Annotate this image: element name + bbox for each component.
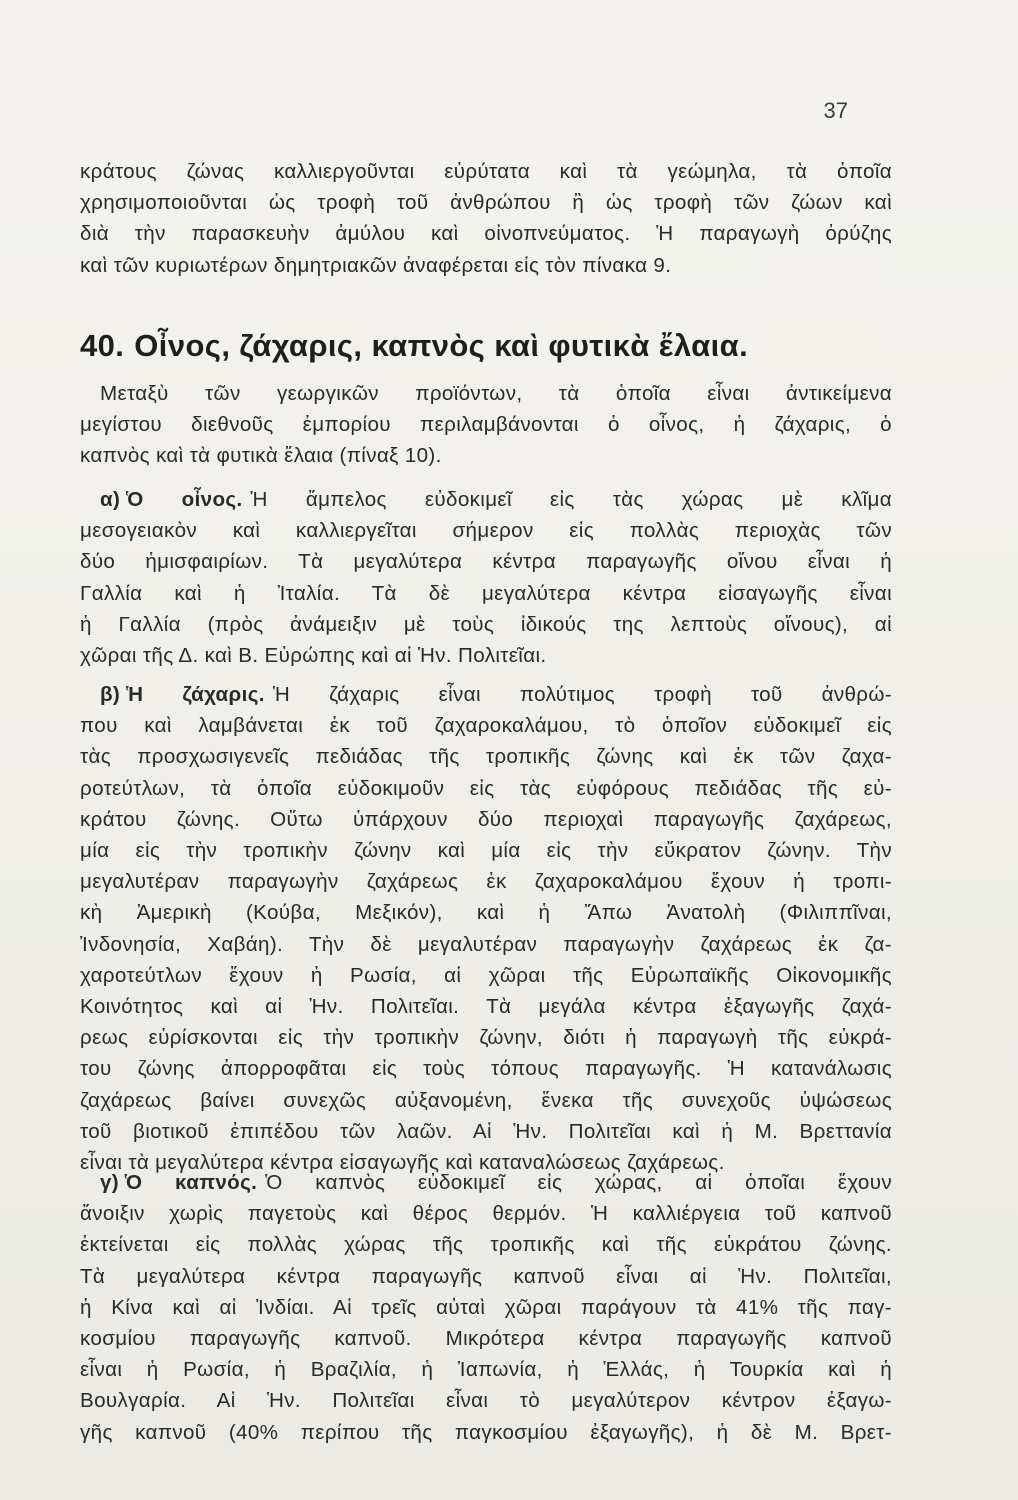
- intro-paragraph: [80, 156, 892, 281]
- subsection-label: α): [100, 488, 121, 511]
- text-line: διὰ τὴν παρασκευὴν ἀμύλου καὶ οἰνοπνεύματος. Ἡ παραγωγὴ ὀρύζης: [80, 222, 892, 246]
- text-line: που καὶ λαμβάνεται ἐκ τοῦ ζαχαροκαλάμου, τὸ ὁποῖον εὐδοκιμεῖ εἰς: [80, 714, 892, 738]
- text-line: γῆς καπνοῦ (40% περίπου τῆς παγκοσμίου ἐξαγωγῆς), ἡ δὲ Μ. Βρετ-: [80, 1420, 892, 1444]
- subsection-first-line: [80, 1167, 892, 1198]
- text-line: τὰς προσχωσιγενεῖς πεδιάδας τῆς τροπικῆς ζώνης καὶ ἐκ τῶν ζαχα-: [80, 745, 892, 769]
- text-line: δύο ἡμισφαιρίων. Τὰ μεγαλύτερα κέντρα παραγωγῆς οἴνου εἶναι ἡ: [80, 550, 892, 574]
- text-run: Ἡ ἄμπελος εὐδοκιμεῖ εἰς τὰς χώρας μὲ κλῖμα: [250, 488, 893, 511]
- text-line: μεγαλυτέραν παραγωγὴν ζαχάρεως ἐκ ζαχαροκαλάμου ἔχουν ἡ τροπι-: [80, 870, 892, 894]
- subsection-label: β): [100, 683, 121, 706]
- text-line: τοῦ βιοτικοῦ ἐπιπέδου τῶν λαῶν. Αἱ Ἡν. Πολιτεῖαι καὶ ἡ Μ. Βρεττανία: [80, 1119, 892, 1143]
- tobacco-paragraph: [80, 1167, 892, 1448]
- text-line: ροτεύτλων, τὰ ὁποῖα εὐδοκιμοῦν εἰς τὰς εὐφόρους πεδιάδας τῆς εὐ-: [80, 776, 892, 800]
- text-line: κὴ Ἀμερικὴ (Κούβα, Μεξικόν), καὶ ἡ Ἄπω Ἀνατολὴ (Φιλιππῖναι,: [80, 901, 892, 925]
- section-heading: [80, 328, 748, 364]
- text-line: του ζώνης ἀπορροφᾶται εἰς τοὺς τόπους παραγωγῆς. Ἡ κατανάλωσις: [80, 1057, 892, 1081]
- section-number: 40.: [80, 328, 125, 363]
- text-line: καὶ τῶν κυριωτέρων δημητριακῶν ἀναφέρεται εἰς τὸν πίνακα 9.: [80, 253, 672, 277]
- subsection-title: Ἡ ζάχαρις.: [126, 683, 265, 706]
- text-line: μεσογειακὸν καὶ καλλιεργεῖται σήμερον εἰς πολλὰς περιοχὰς τῶν: [80, 519, 892, 543]
- text-line: ἡ Κίνα καὶ αἱ Ἰνδίαι. Αἱ τρεῖς αὐταὶ χῶραι παράγουν τὰ 41% τῆς παγ-: [80, 1295, 892, 1319]
- text-line: Γαλλία καὶ ἡ Ἰταλία. Τὰ δὲ μεγαλύτερα κέντρα εἰσαγωγῆς εἶναι: [80, 581, 892, 605]
- text-line: ἐκτείνεται εἰς πολλὰς χώρας τῆς τροπικῆς καὶ τῆς εὐκράτου ζώνης.: [80, 1233, 892, 1257]
- text-line: καπνὸς καὶ τὰ φυτικὰ ἔλαια (πίναξ 10).: [80, 444, 442, 468]
- subsection-title: Ὁ καπνός.: [125, 1171, 258, 1194]
- subsection-first-line: [80, 484, 892, 515]
- text-line: μία εἰς τὴν τροπικὴν ζώνην καὶ μία εἰς τὴν εὔκρατον ζώνην. Τὴν: [80, 839, 892, 863]
- text-line: κοσμίου παραγωγῆς καπνοῦ. Μικρότερα κέντρα παραγωγῆς καπνοῦ: [80, 1327, 892, 1351]
- text-line: κράτου ζώνης. Οὕτω ὑπάρχουν δύο περιοχαὶ παραγωγῆς ζαχάρεως,: [80, 807, 892, 831]
- sugar-paragraph: [80, 679, 892, 1178]
- text-line: χαροτεύτλων ἔχουν ἡ Ρωσία, αἱ χῶραι τῆς Εὐρωπαϊκῆς Οἰκονομικῆς: [80, 963, 892, 987]
- text-run: Ἡ ζάχαρις εἶναι πολύτιμος τροφὴ τοῦ ἀνθρώ-: [272, 683, 892, 706]
- text-line: κράτους ζώνας καλλιεργοῦνται εὐρύτατα καὶ τὰ γεώμηλα, τὰ ὁποῖα: [80, 160, 892, 183]
- text-line: Μεταξὺ τῶν γεωργικῶν προϊόντων, τὰ ὁποῖα εἶναι ἀντικείμενα: [100, 382, 892, 405]
- subsection-label: γ): [100, 1171, 120, 1194]
- text-line: Κοινότητος καὶ αἱ Ἡν. Πολιτεῖαι. Τὰ μεγάλα κέντρα ἐξαγωγῆς ζαχά-: [80, 995, 892, 1019]
- subsection-title: Ὁ οἶνος.: [126, 488, 243, 511]
- text-line: ζαχάρεως βαίνει συνεχῶς αὐξανομένη, ἕνεκα τῆς συνεχοῦς ὑψώσεως: [80, 1088, 892, 1112]
- section-intro-paragraph: [80, 378, 892, 472]
- section-title: Οἶνος, ζάχαρις, καπνὸς καὶ φυτικὰ ἔλαια.: [134, 328, 749, 363]
- text-line: ἡ Γαλλία (πρὸς ἀνάμειξιν μὲ τοὺς ἰδικούς της λεπτοὺς οἴνους), αἱ: [80, 612, 892, 636]
- text-line: χῶραι τῆς Δ. καὶ Β. Εὐρώπης καὶ αἱ Ἡν. Πολιτεῖαι.: [80, 644, 547, 668]
- text-line: μεγίστου διεθνοῦς ἐμπορίου περιλαμβάνονται ὁ οἶνος, ἡ ζάχαρις, ὁ: [80, 413, 892, 437]
- text-line: εἶναι ἡ Ρωσία, ἡ Βραζιλία, ἡ Ἰαπωνία, ἡ Ἑλλάς, ἡ Τουρκία καὶ ἡ: [80, 1358, 892, 1382]
- page-number: 37: [823, 98, 848, 123]
- text-line: χρησιμοποιοῦνται ὡς τροφὴ τοῦ ἀνθρώπου ἢ ὡς τροφὴ τῶν ζώων καὶ: [80, 191, 892, 215]
- text-line: Βουλγαρία. Αἱ Ἡν. Πολιτεῖαι εἶναι τὸ μεγαλύτερον κέντρον ἐξαγω-: [80, 1389, 892, 1413]
- wine-paragraph: [80, 484, 892, 671]
- text-line: Τὰ μεγαλύτερα κέντρα παραγωγῆς καπνοῦ εἶναι αἱ Ἡν. Πολιτεῖαι,: [80, 1264, 892, 1288]
- text-line: Ἰνδονησία, Χαβάη). Τὴν δὲ μεγαλυτέραν παραγωγὴν ζαχάρεως ἐκ ζα-: [80, 932, 892, 956]
- text-line: ρεως εὑρίσκονται εἰς τὴν τροπικὴν ζώνην, διότι ἡ παραγωγὴ τῆς εὐκρά-: [80, 1026, 892, 1050]
- text-run: Ὁ καπνὸς εὐδοκιμεῖ εἰς χώρας, αἱ ὁποῖαι ἔχουν: [265, 1171, 892, 1194]
- text-line: εἶναι τὰ μεγαλύτερα κέντρα εἰσαγωγῆς καὶ καταναλώσεως ζαχάρεως.: [80, 1151, 725, 1175]
- subsection-first-line: [80, 679, 892, 710]
- text-line: ἄνοιξιν χωρὶς παγετοὺς καὶ θέρος θερμόν. Ἡ καλλιέργεια τοῦ καπνοῦ: [80, 1202, 892, 1226]
